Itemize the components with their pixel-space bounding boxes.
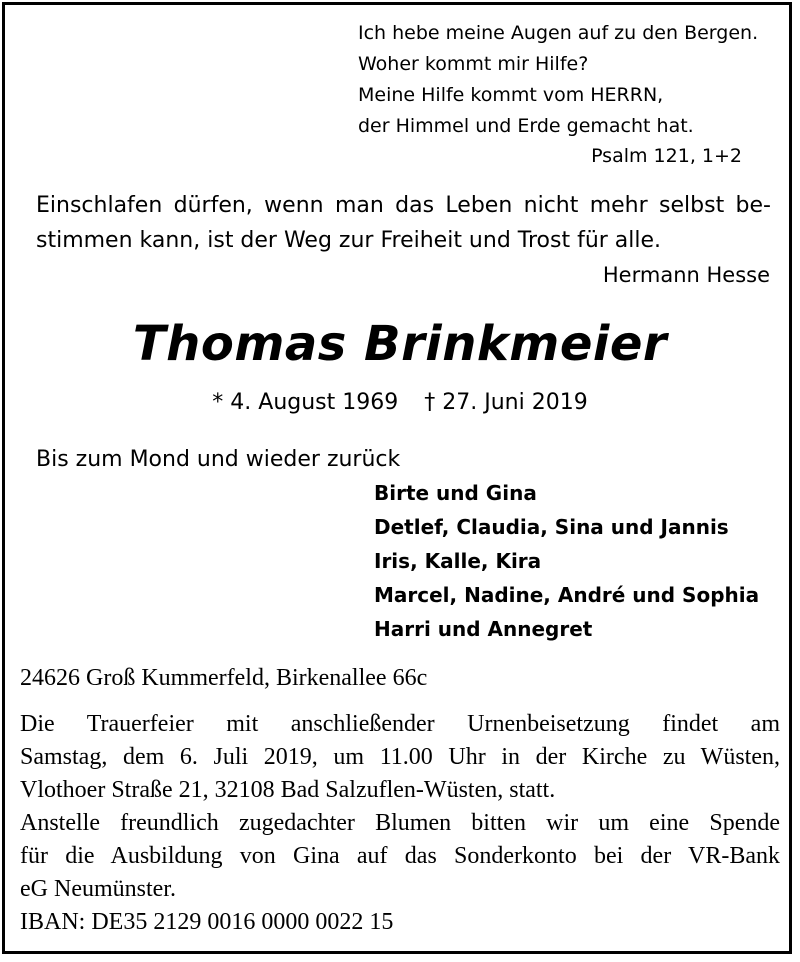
details-line-1: Die Trauerfeier mit anschließender Urnenbeisetzung findet am <box>20 711 780 737</box>
psalm-reference: Psalm 121, 1+2 <box>591 145 742 167</box>
quote-line-2: stimmen kann, ist der Weg zur Freiheit und Trost für alle. <box>36 228 662 253</box>
details-line-4: Anstelle freundlich zugedachter Blumen bitten wir um eine Spende <box>20 810 780 836</box>
address: 24626 Groß Kummerfeld, Birkenallee 66c <box>20 665 428 691</box>
details-line-6: eG Neumünster. <box>20 876 176 902</box>
quote-line-1: Einschlafen dürfen, wenn man das Leben nicht mehr selbst be- <box>36 193 771 218</box>
mourner-1: Birte und Gina <box>374 481 537 505</box>
psalm-line-3: Meine Hilfe kommt vom HERRN, <box>358 84 664 106</box>
death-date: † 27. Juni 2019 <box>424 390 588 415</box>
mourner-3: Iris, Kalle, Kira <box>374 549 542 573</box>
psalm-line-1: Ich hebe meine Augen auf zu den Bergen. <box>358 22 759 44</box>
iban-line: IBAN: DE35 2129 0016 0000 0022 15 <box>20 909 394 935</box>
details-line-5: für die Ausbildung von Gina auf das Sonderkonto bei der VR-Bank <box>20 843 780 869</box>
mourner-4: Marcel, Nadine, André und Sophia <box>374 583 760 607</box>
quote-author: Hermann Hesse <box>602 263 770 287</box>
psalm-line-4: der Himmel und Erde gemacht hat. <box>358 115 694 137</box>
mourner-2: Detlef, Claudia, Sina und Jannis <box>374 515 729 539</box>
deceased-name: Thomas Brinkmeier <box>132 316 668 372</box>
details-line-2: Samstag, dem 6. Juli 2019, um 11.00 Uhr in der Kirche zu Wüsten, <box>20 744 780 770</box>
life-dates <box>0 390 800 415</box>
birth-date: * 4. August 1969 <box>212 390 399 415</box>
details-line-3: Vlothoer Straße 21, 32108 Bad Salzuflen-Wüsten, statt. <box>20 777 556 803</box>
farewell-line: Bis zum Mond und wieder zurück <box>36 447 401 472</box>
psalm-line-2: Woher kommt mir Hilfe? <box>358 53 589 75</box>
mourner-5: Harri und Annegret <box>374 617 593 641</box>
